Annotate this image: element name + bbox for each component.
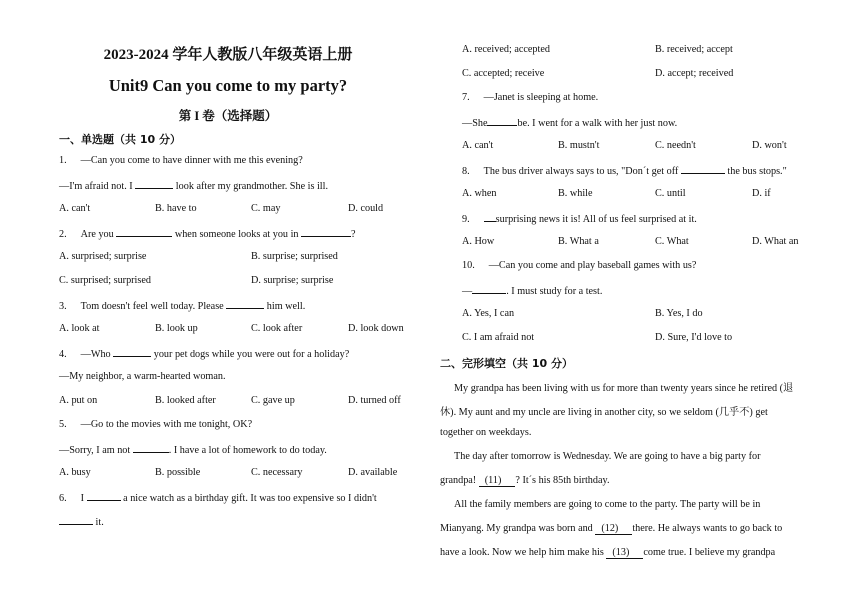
question-3: 3. Tom doesn't feel well today. Please him well.	[59, 301, 306, 312]
option-c[interactable]: C. look after	[251, 323, 303, 334]
passage-line: 休). My aunt and my uncle are living in another city, so we seldom (几乎不) get	[440, 407, 768, 418]
option-c[interactable]: C. gave up	[251, 395, 295, 406]
option-d[interactable]: D. if	[752, 188, 771, 199]
question-4: 4. —Who your pet dogs while you were out for a holiday?	[59, 349, 350, 360]
option-c[interactable]: C. surprised; surprised	[59, 275, 151, 286]
passage-line: All the family members are going to come to the party. The party will be in	[454, 499, 761, 510]
cloze-blank-12[interactable]: (12)	[595, 523, 632, 535]
passage-line: grandpa! (11) ? It´s his 85th birthday.	[440, 475, 610, 486]
option-d[interactable]: D. available	[348, 467, 398, 478]
answer-blank	[113, 347, 151, 357]
answer-blank	[484, 212, 496, 222]
option-c[interactable]: C. until	[655, 188, 686, 199]
option-c[interactable]: C. I am afraid not	[462, 332, 535, 343]
question-4-line2: —My neighbor, a warm-hearted woman.	[59, 371, 226, 382]
option-b[interactable]: B. Yes, I do	[655, 308, 703, 319]
question-2: 2. Are you when someone looks at you in ?	[59, 229, 356, 240]
answer-blank	[133, 443, 169, 453]
option-c[interactable]: C. necessary	[251, 467, 303, 478]
section-cloze: 二、完形填空（共 10 分）	[440, 357, 573, 370]
unit-title: Unit9 Can you come to my party?	[108, 76, 348, 95]
question-1	[59, 155, 303, 166]
option-a[interactable]: A. surprised; surprise	[59, 251, 147, 262]
question-stem: —Can you come to have dinner with me this evening?	[80, 155, 303, 166]
question-10-line2: — . I must study for a test.	[462, 286, 603, 297]
cloze-blank-11[interactable]: (11)	[479, 475, 516, 487]
option-b[interactable]: B. surprise; surprised	[251, 251, 338, 262]
option-c[interactable]: C. may	[251, 203, 281, 214]
question-10: 10. —Can you come and play baseball games with us?	[462, 260, 697, 271]
passage-line: together on weekdays.	[440, 427, 532, 438]
passage-line: The day after tomorrow is Wednesday. We are going to have a big party for	[454, 451, 761, 462]
option-a[interactable]: A. when	[462, 188, 497, 199]
option-b[interactable]: B. look up	[155, 323, 198, 334]
option-d[interactable]: D. surprise; surprise	[251, 275, 334, 286]
question-5: 5. —Go to the movies with me tonight, OK?	[59, 419, 253, 430]
question-7: 7. —Janet is sleeping at home.	[462, 92, 599, 103]
option-b[interactable]: B. looked after	[155, 395, 216, 406]
question-6: 6. I a nice watch as a birthday gift. It was too expensive so I didn't	[59, 493, 377, 504]
option-b[interactable]: B. What a	[558, 236, 599, 247]
answer-blank	[87, 491, 121, 501]
option-a[interactable]: A. busy	[59, 467, 91, 478]
answer-blank	[301, 227, 351, 237]
option-b[interactable]: B. while	[558, 188, 593, 199]
option-a[interactable]: A. received; accepted	[462, 44, 550, 55]
option-b[interactable]: B. have to	[155, 203, 197, 214]
answer-blank	[472, 284, 506, 294]
option-a[interactable]: A. put on	[59, 395, 98, 406]
option-a[interactable]: A. Yes, I can	[462, 308, 515, 319]
option-c[interactable]: C. accepted; receive	[462, 68, 545, 79]
option-d[interactable]: D. won't	[752, 140, 787, 151]
passage-line: My grandpa has been living with us for more than twenty years since he retired (退	[454, 383, 794, 394]
answer-blank	[226, 299, 264, 309]
option-d[interactable]: D. What an	[752, 236, 799, 247]
option-d[interactable]: D. look down	[348, 323, 404, 334]
answer-blank	[59, 515, 93, 525]
option-b[interactable]: B. mustn't	[558, 140, 600, 151]
option-c[interactable]: C. What	[655, 236, 689, 247]
answer-blank	[135, 179, 173, 189]
cloze-blank-13[interactable]: (13)	[606, 547, 643, 559]
question-8: 8. The bus driver always says to us, "Don´t get off the bus stops."	[462, 166, 787, 177]
option-d[interactable]: D. could	[348, 203, 384, 214]
question-9: 9. surprising news it is! All of us feel surprised at it.	[462, 214, 697, 225]
answer-blank	[116, 227, 172, 237]
question-6-line2: it.	[59, 515, 104, 528]
option-a[interactable]: A. can't	[59, 203, 91, 214]
option-b[interactable]: B. received; accept	[655, 44, 733, 55]
option-d[interactable]: D. accept; received	[655, 68, 734, 79]
question-7-line2: —She be. I went for a walk with her just now.	[462, 118, 678, 129]
answer-blank	[487, 116, 517, 126]
question-number: 1.	[59, 155, 67, 166]
answer-blank	[681, 164, 725, 174]
option-d[interactable]: D. Sure, I'd love to	[655, 332, 733, 343]
option-a[interactable]: A. look at	[59, 323, 100, 334]
option-a[interactable]: A. How	[462, 236, 495, 247]
passage-line: have a look. Now we help him make his (13) come true. I believe my grandpa	[440, 547, 776, 558]
question-1-line2: —I'm afraid not. I look after my grandmother. She is ill.	[59, 181, 329, 192]
option-d[interactable]: D. turned off	[348, 395, 401, 406]
question-5-line2: —Sorry, I am not . I have a lot of homework to do today.	[59, 445, 327, 456]
option-a[interactable]: A. can't	[462, 140, 494, 151]
option-c[interactable]: C. needn't	[655, 140, 696, 151]
passage-line: Mianyang. My grandpa was born and (12) there. He always wants to go back to	[440, 523, 783, 534]
option-b[interactable]: B. possible	[155, 467, 201, 478]
exam-title: 2023-2024 学年人教版八年级英语上册	[103, 47, 353, 63]
volume-title: 第 I 卷（选择题）	[178, 109, 278, 123]
section-single-choice: 一、单选题（共 10 分）	[59, 133, 181, 146]
